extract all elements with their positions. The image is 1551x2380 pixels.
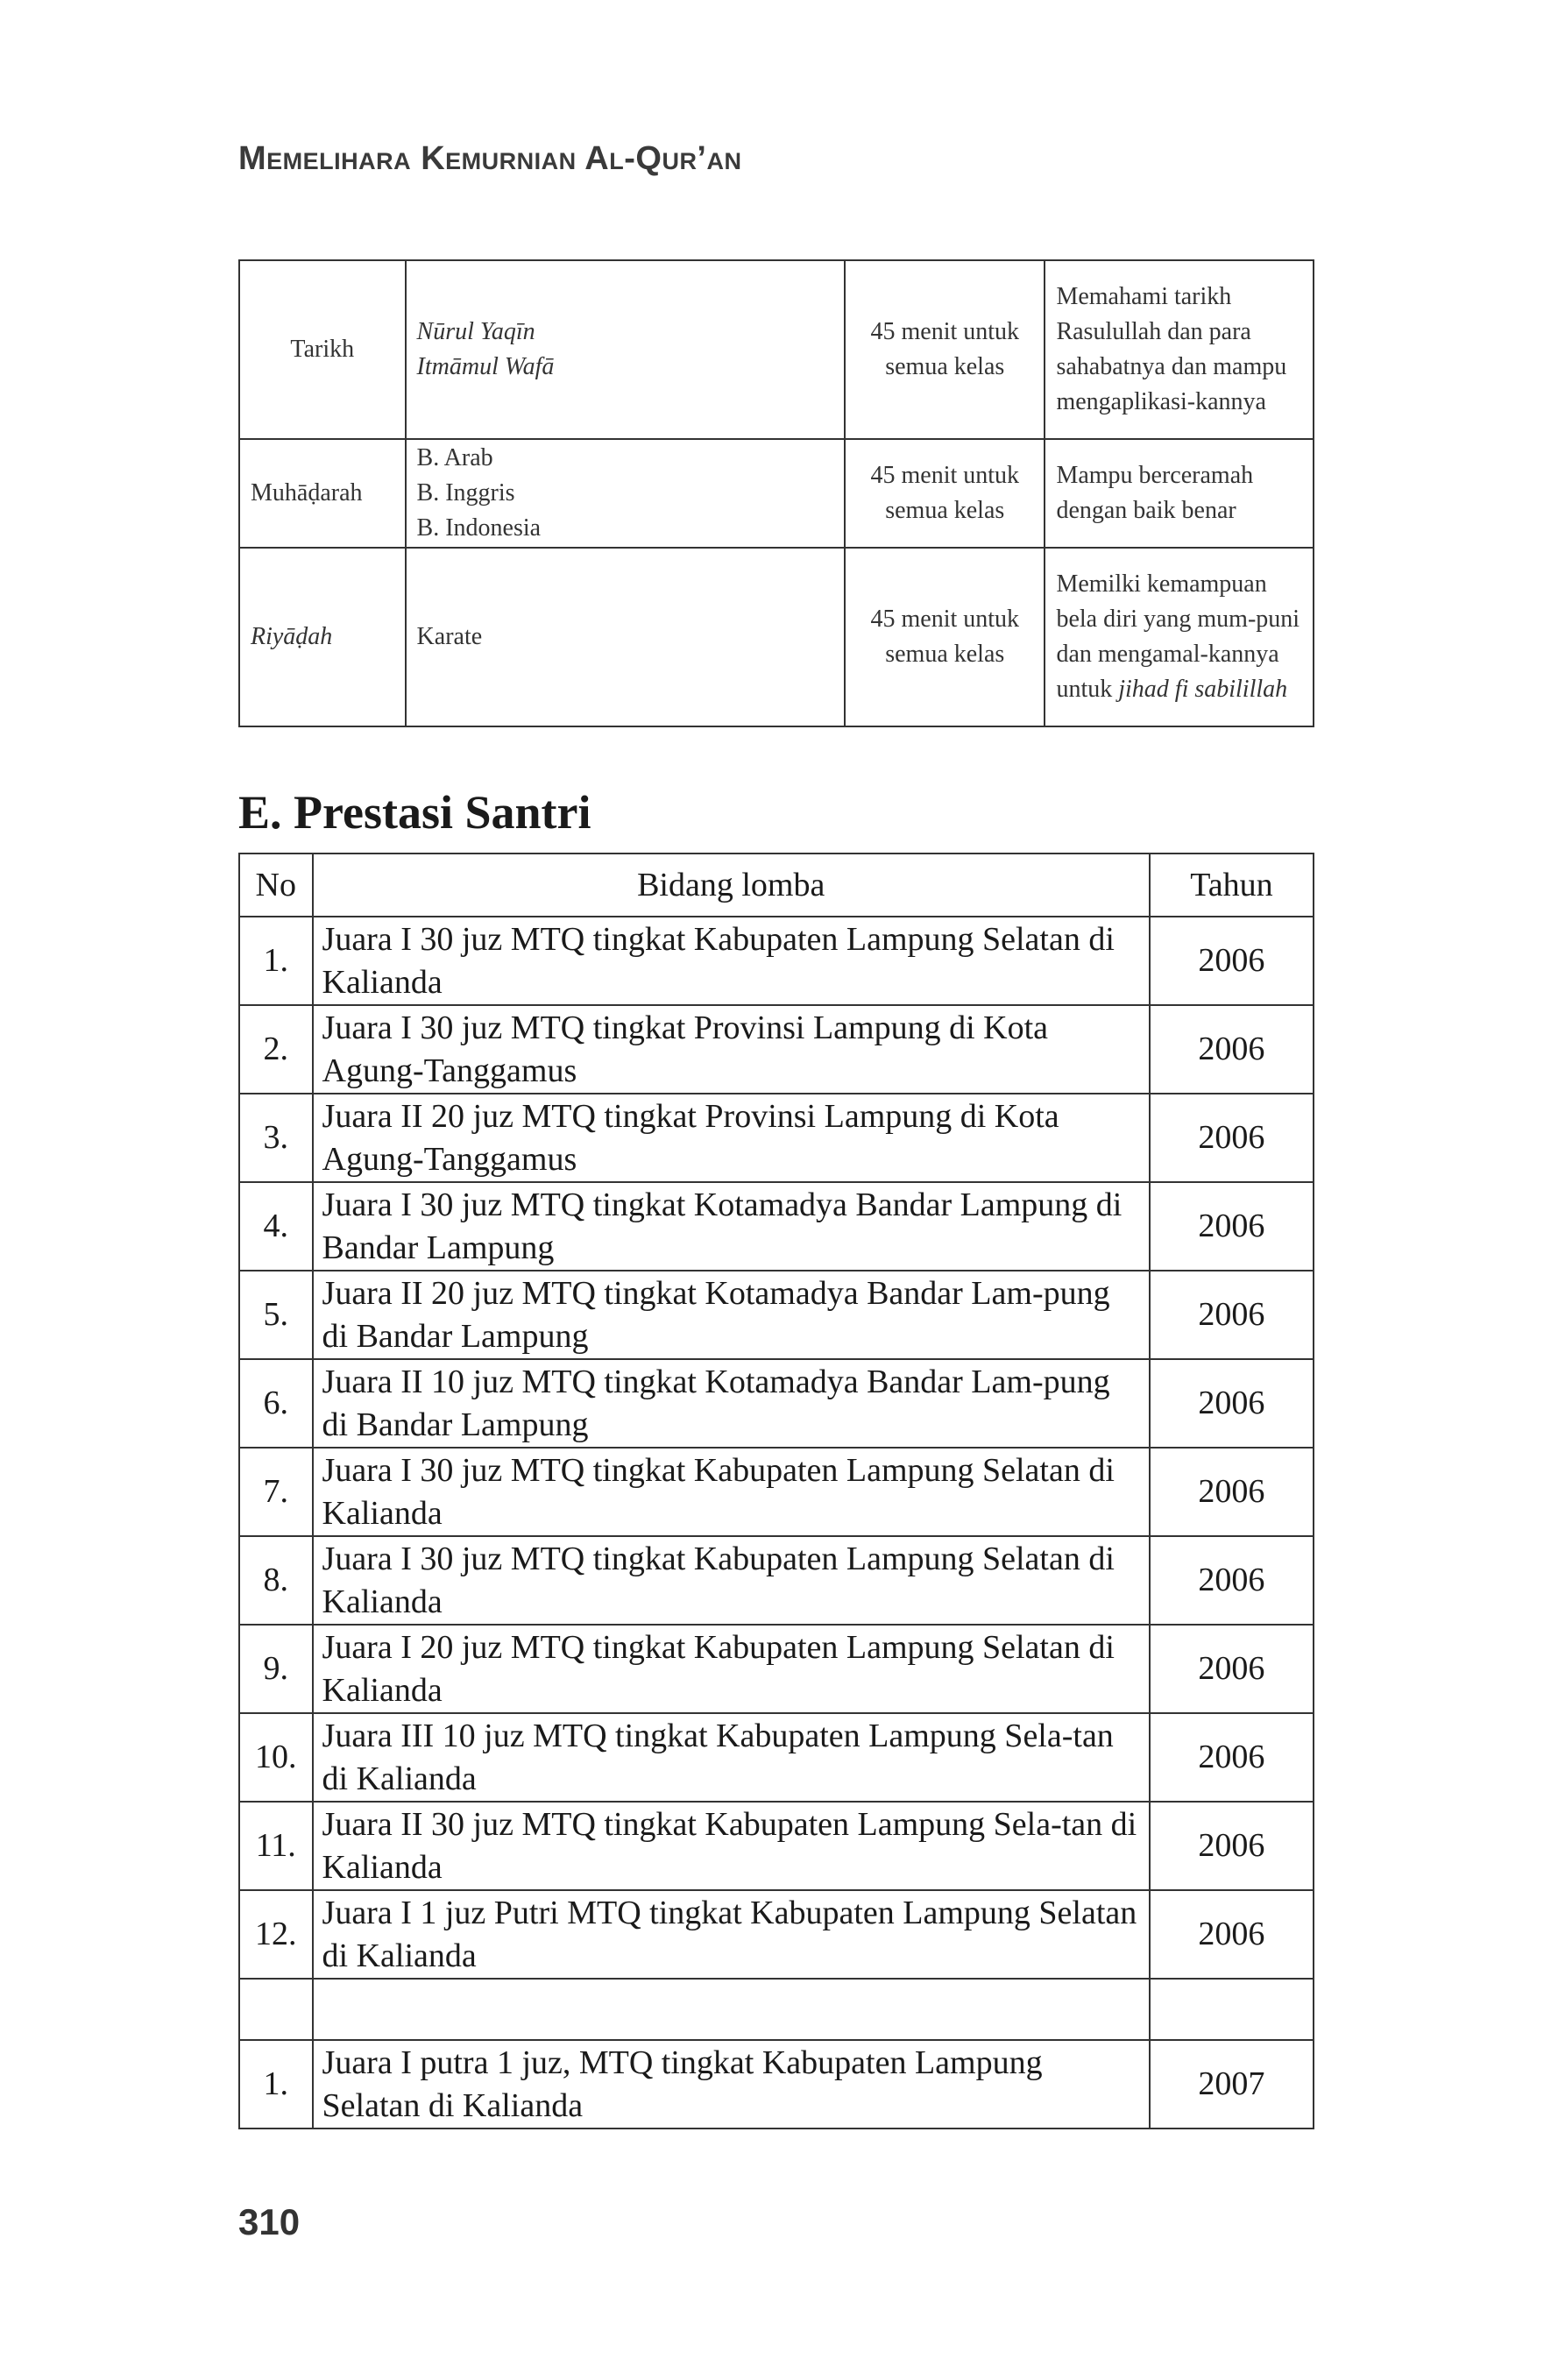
row-no: 12. xyxy=(239,1890,313,1979)
row-bidang: Juara II 10 juz MTQ tingkat Kotamadya Bandar Lam-pung di Bandar Lampung xyxy=(313,1359,1150,1448)
goal-cell: Memahami tarikh Rasulullah dan para sahabatnya dan mampu mengaplikasi-kannya xyxy=(1045,260,1314,439)
row-tahun: 2006 xyxy=(1150,1005,1314,1094)
goal-text: Memilki kemampuan bela diri yang mum-puni dan mengamal-kannya untuk xyxy=(1056,570,1300,703)
row-no: 8. xyxy=(239,1536,313,1625)
row-no: 5. xyxy=(239,1271,313,1359)
row-tahun: 2006 xyxy=(1150,1094,1314,1182)
row-bidang: Juara I 30 juz MTQ tingkat Kabupaten Lampung Selatan di Kalianda xyxy=(313,1536,1150,1625)
time-cell: 45 menit untuk semua kelas xyxy=(845,548,1045,726)
running-head: Memelihara Kemurnian Al-Qur’an xyxy=(238,140,742,177)
row-tahun: 2007 xyxy=(1150,2040,1314,2129)
table-row xyxy=(239,1094,1314,1182)
time-cell: 45 menit untuk semua kelas xyxy=(845,260,1045,439)
table-row xyxy=(239,1359,1314,1448)
row-tahun: 2006 xyxy=(1150,1536,1314,1625)
header-tahun: Tahun xyxy=(1150,854,1314,917)
table-row xyxy=(239,439,1314,548)
header-no: No xyxy=(239,854,313,917)
book-item: B. Inggris xyxy=(416,479,515,506)
row-bidang: Juara I putra 1 juz, MTQ tingkat Kabupaten Lampung Selatan di Kalianda xyxy=(313,2040,1150,2129)
row-bidang: Juara I 1 juz Putri MTQ tingkat Kabupaten Lampung Selatan di Kalianda xyxy=(313,1890,1150,1979)
row-tahun: 2006 xyxy=(1150,1890,1314,1979)
row-bidang: Juara II 30 juz MTQ tingkat Kabupaten Lampung Sela-tan di Kalianda xyxy=(313,1802,1150,1890)
row-bidang xyxy=(313,1979,1150,2040)
book-item: Nūrul Yaqīn xyxy=(416,318,535,345)
row-tahun: 2006 xyxy=(1150,1359,1314,1448)
table-row xyxy=(239,548,1314,726)
table-row xyxy=(239,1979,1314,2040)
books-cell xyxy=(406,260,846,439)
table-row xyxy=(239,1625,1314,1713)
row-tahun: 2006 xyxy=(1150,1182,1314,1271)
row-no: 4. xyxy=(239,1182,313,1271)
subject-cell: Muhāḍarah xyxy=(239,439,406,548)
section-title: E. Prestasi Santri xyxy=(238,786,591,839)
table-row xyxy=(239,1890,1314,1979)
header-bidang: Bidang lomba xyxy=(313,854,1150,917)
row-no: 1. xyxy=(239,2040,313,2129)
row-no: 6. xyxy=(239,1359,313,1448)
row-bidang: Juara II 20 juz MTQ tingkat Kotamadya Bandar Lam-pung di Bandar Lampung xyxy=(313,1271,1150,1359)
table-row xyxy=(239,1271,1314,1359)
goal-italic-text: jihad fi sabilillah xyxy=(1118,676,1288,703)
row-tahun: 2006 xyxy=(1150,1271,1314,1359)
row-tahun xyxy=(1150,1979,1314,2040)
row-no: 11. xyxy=(239,1802,313,1890)
row-no: 2. xyxy=(239,1005,313,1094)
goal-cell xyxy=(1045,548,1314,726)
row-tahun: 2006 xyxy=(1150,917,1314,1005)
subject-cell: Tarikh xyxy=(239,260,406,439)
row-no: 10. xyxy=(239,1713,313,1802)
row-bidang: Juara I 30 juz MTQ tingkat Provinsi Lampung di Kota Agung-Tanggamus xyxy=(313,1005,1150,1094)
row-no: 3. xyxy=(239,1094,313,1182)
prestasi-table xyxy=(238,853,1314,2129)
row-bidang: Juara I 30 juz MTQ tingkat Kotamadya Bandar Lampung di Bandar Lampung xyxy=(313,1182,1150,1271)
books-cell xyxy=(406,439,846,548)
table-row xyxy=(239,1182,1314,1271)
goal-cell: Mampu berceramah dengan baik benar xyxy=(1045,439,1314,548)
table-row xyxy=(239,1448,1314,1536)
table-row xyxy=(239,917,1314,1005)
subject-cell: Riyāḍah xyxy=(239,548,406,726)
row-no: 9. xyxy=(239,1625,313,1713)
table-row xyxy=(239,260,1314,439)
table-row xyxy=(239,2040,1314,2129)
book-item: B. Arab xyxy=(416,444,493,471)
row-no: 1. xyxy=(239,917,313,1005)
row-bidang: Juara I 30 juz MTQ tingkat Kabupaten Lampung Selatan di Kalianda xyxy=(313,1448,1150,1536)
row-bidang: Juara II 20 juz MTQ tingkat Provinsi Lampung di Kota Agung-Tanggamus xyxy=(313,1094,1150,1182)
row-no xyxy=(239,1979,313,2040)
books-cell xyxy=(406,548,846,726)
book-item: Itmāmul Wafā xyxy=(416,353,555,380)
header-row xyxy=(239,854,1314,917)
row-tahun: 2006 xyxy=(1150,1802,1314,1890)
row-bidang: Juara I 20 juz MTQ tingkat Kabupaten Lampung Selatan di Kalianda xyxy=(313,1625,1150,1713)
table-row xyxy=(239,1536,1314,1625)
row-tahun: 2006 xyxy=(1150,1625,1314,1713)
curriculum-table xyxy=(238,259,1314,727)
table-row xyxy=(239,1713,1314,1802)
book-item: Karate xyxy=(416,623,483,650)
page-number: 310 xyxy=(238,2201,301,2242)
table-row xyxy=(239,1802,1314,1890)
row-tahun: 2006 xyxy=(1150,1713,1314,1802)
row-no: 7. xyxy=(239,1448,313,1536)
book-item: B. Indonesia xyxy=(416,514,542,542)
row-tahun: 2006 xyxy=(1150,1448,1314,1536)
time-cell: 45 menit untuk semua kelas xyxy=(845,439,1045,548)
row-bidang: Juara III 10 juz MTQ tingkat Kabupaten Lampung Sela-tan di Kalianda xyxy=(313,1713,1150,1802)
row-bidang: Juara I 30 juz MTQ tingkat Kabupaten Lampung Selatan di Kalianda xyxy=(313,917,1150,1005)
table-row xyxy=(239,1005,1314,1094)
